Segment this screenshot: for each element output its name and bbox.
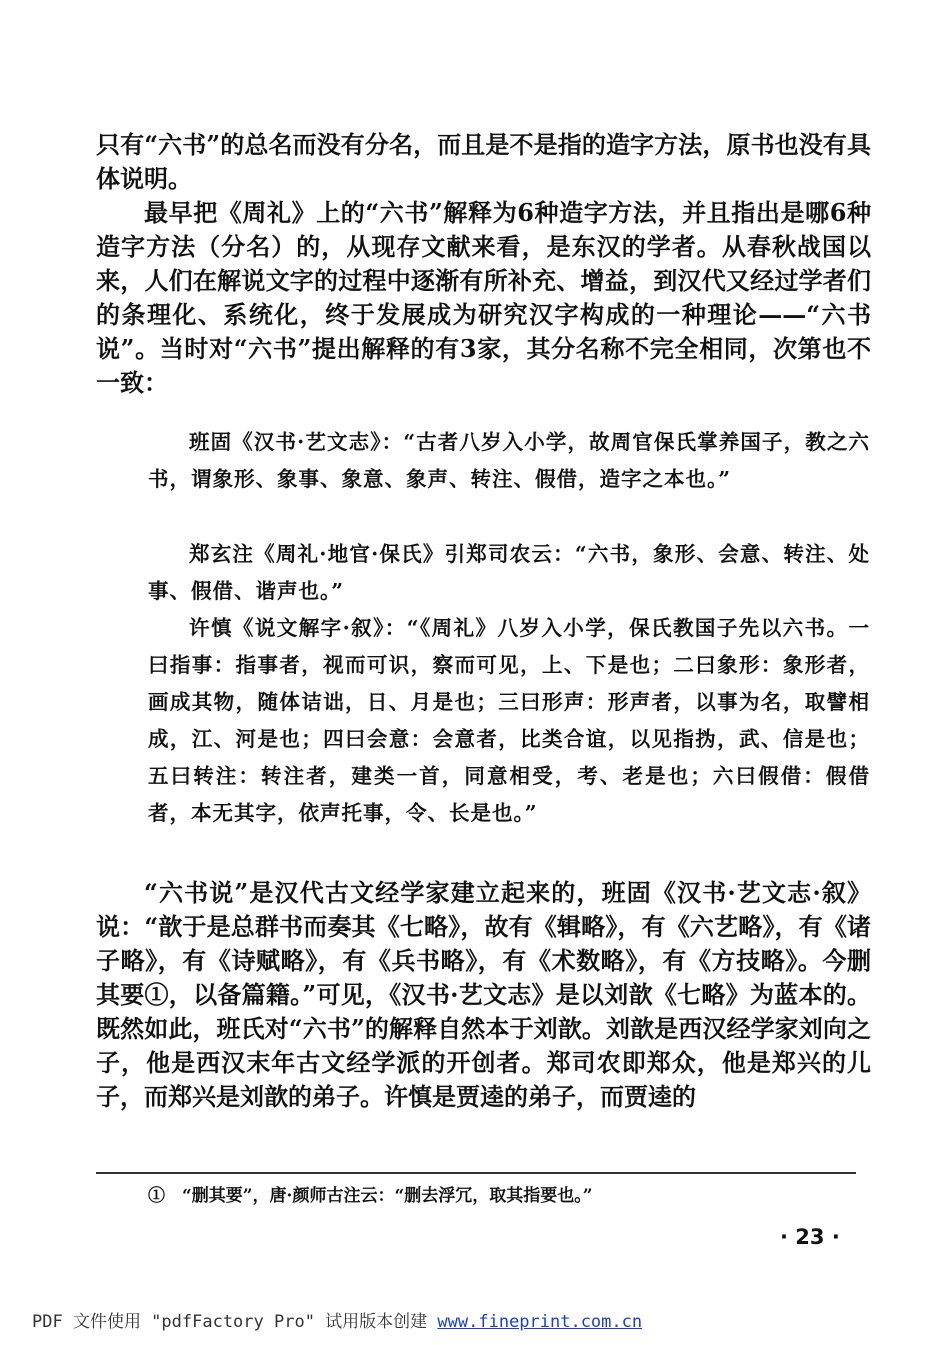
footnote-divider: [96, 1172, 856, 1174]
footnote: ① “删其要”，唐·颜师古注云：“删去浮冗，取其指要也。”: [148, 1186, 593, 1206]
quote-bangu: 班固《汉书·艺文志》：“古者八岁入小学，故周官保氏掌养国子，教之六书，谓象形、象事、象意、象声、转注、假借，造字之本也。”: [148, 430, 870, 491]
quote-xushen: 许慎《说文解字·叙》：“《周礼》八岁入小学，保氏教国子先以六书。一曰指事：指事者，视而可识，察而可见，上、下是也；二曰象形：象形者，画成其物，随体诘诎，日、月是也；三曰形声：形声者，以事为名，取譬相成，江、河是也；四曰会意：会意者，比类合谊，以见指㧑，武、信是也；五曰转注：转注者，建类一首，同意相受，考、老是也；六曰假借：假借者，本无其字，依声托事，令、长是也。”: [148, 616, 870, 825]
pdf-creator-footer: [32, 1307, 642, 1332]
fineprint-link[interactable]: www.fineprint.com.cn: [437, 1312, 643, 1332]
quote-zhengxuan: 郑玄注《周礼·地官·保氏》引郑司农云：“六书，象形、会意、转注、处事、假借、谐声也。”: [148, 542, 870, 603]
pdf-footer-text: PDF 文件使用 "pdfFactory Pro" 试用版本创建: [32, 1312, 438, 1332]
paragraph-liushu-origin: “六书说”是汉代古文经学家建立起来的，班固《汉书·艺文志·叙》说：“歆于是总群书而奏其《七略》，故有《辑略》，有《六艺略》，有《诸子略》，有《诗赋略》，有《兵书略》，有《术数略》，有《方技略》。今删其要①，以备篇籍。”可见，《汉书·艺文志》是以刘歆《七略》为蓝本的。既然如此，班氏对“六书”的解释自然本于刘歆。刘歆是西汉经学家刘向之子，他是西汉末年古文经学派的开创者。郑司农即郑众，他是郑兴的儿子，而郑兴是刘歆的弟子。许慎是贾逵的弟子，而贾逵的: [96, 878, 871, 1111]
paragraph-continuation: 只有“六书”的总名而没有分名，而且是不是指的造字方法，原书也没有具体说明。: [96, 130, 871, 193]
page-number: · 23 ·: [780, 1225, 840, 1249]
paragraph-liushu-intro: 最早把《周礼》上的“六书”解释为6种造字方法，并且指出是哪6种造字方法（分名）的，从现存文献来看，是东汉的学者。从春秋战国以来，人们在解说文字的过程中逐渐有所补充、增益，到汉代又经过学者们的条理化、系统化，终于发展成为研究汉字构成的一种理论——“六书说”。当时对“六书”提出解释的有3家，其分名称不完全相同，次第也不一致：: [96, 198, 871, 397]
